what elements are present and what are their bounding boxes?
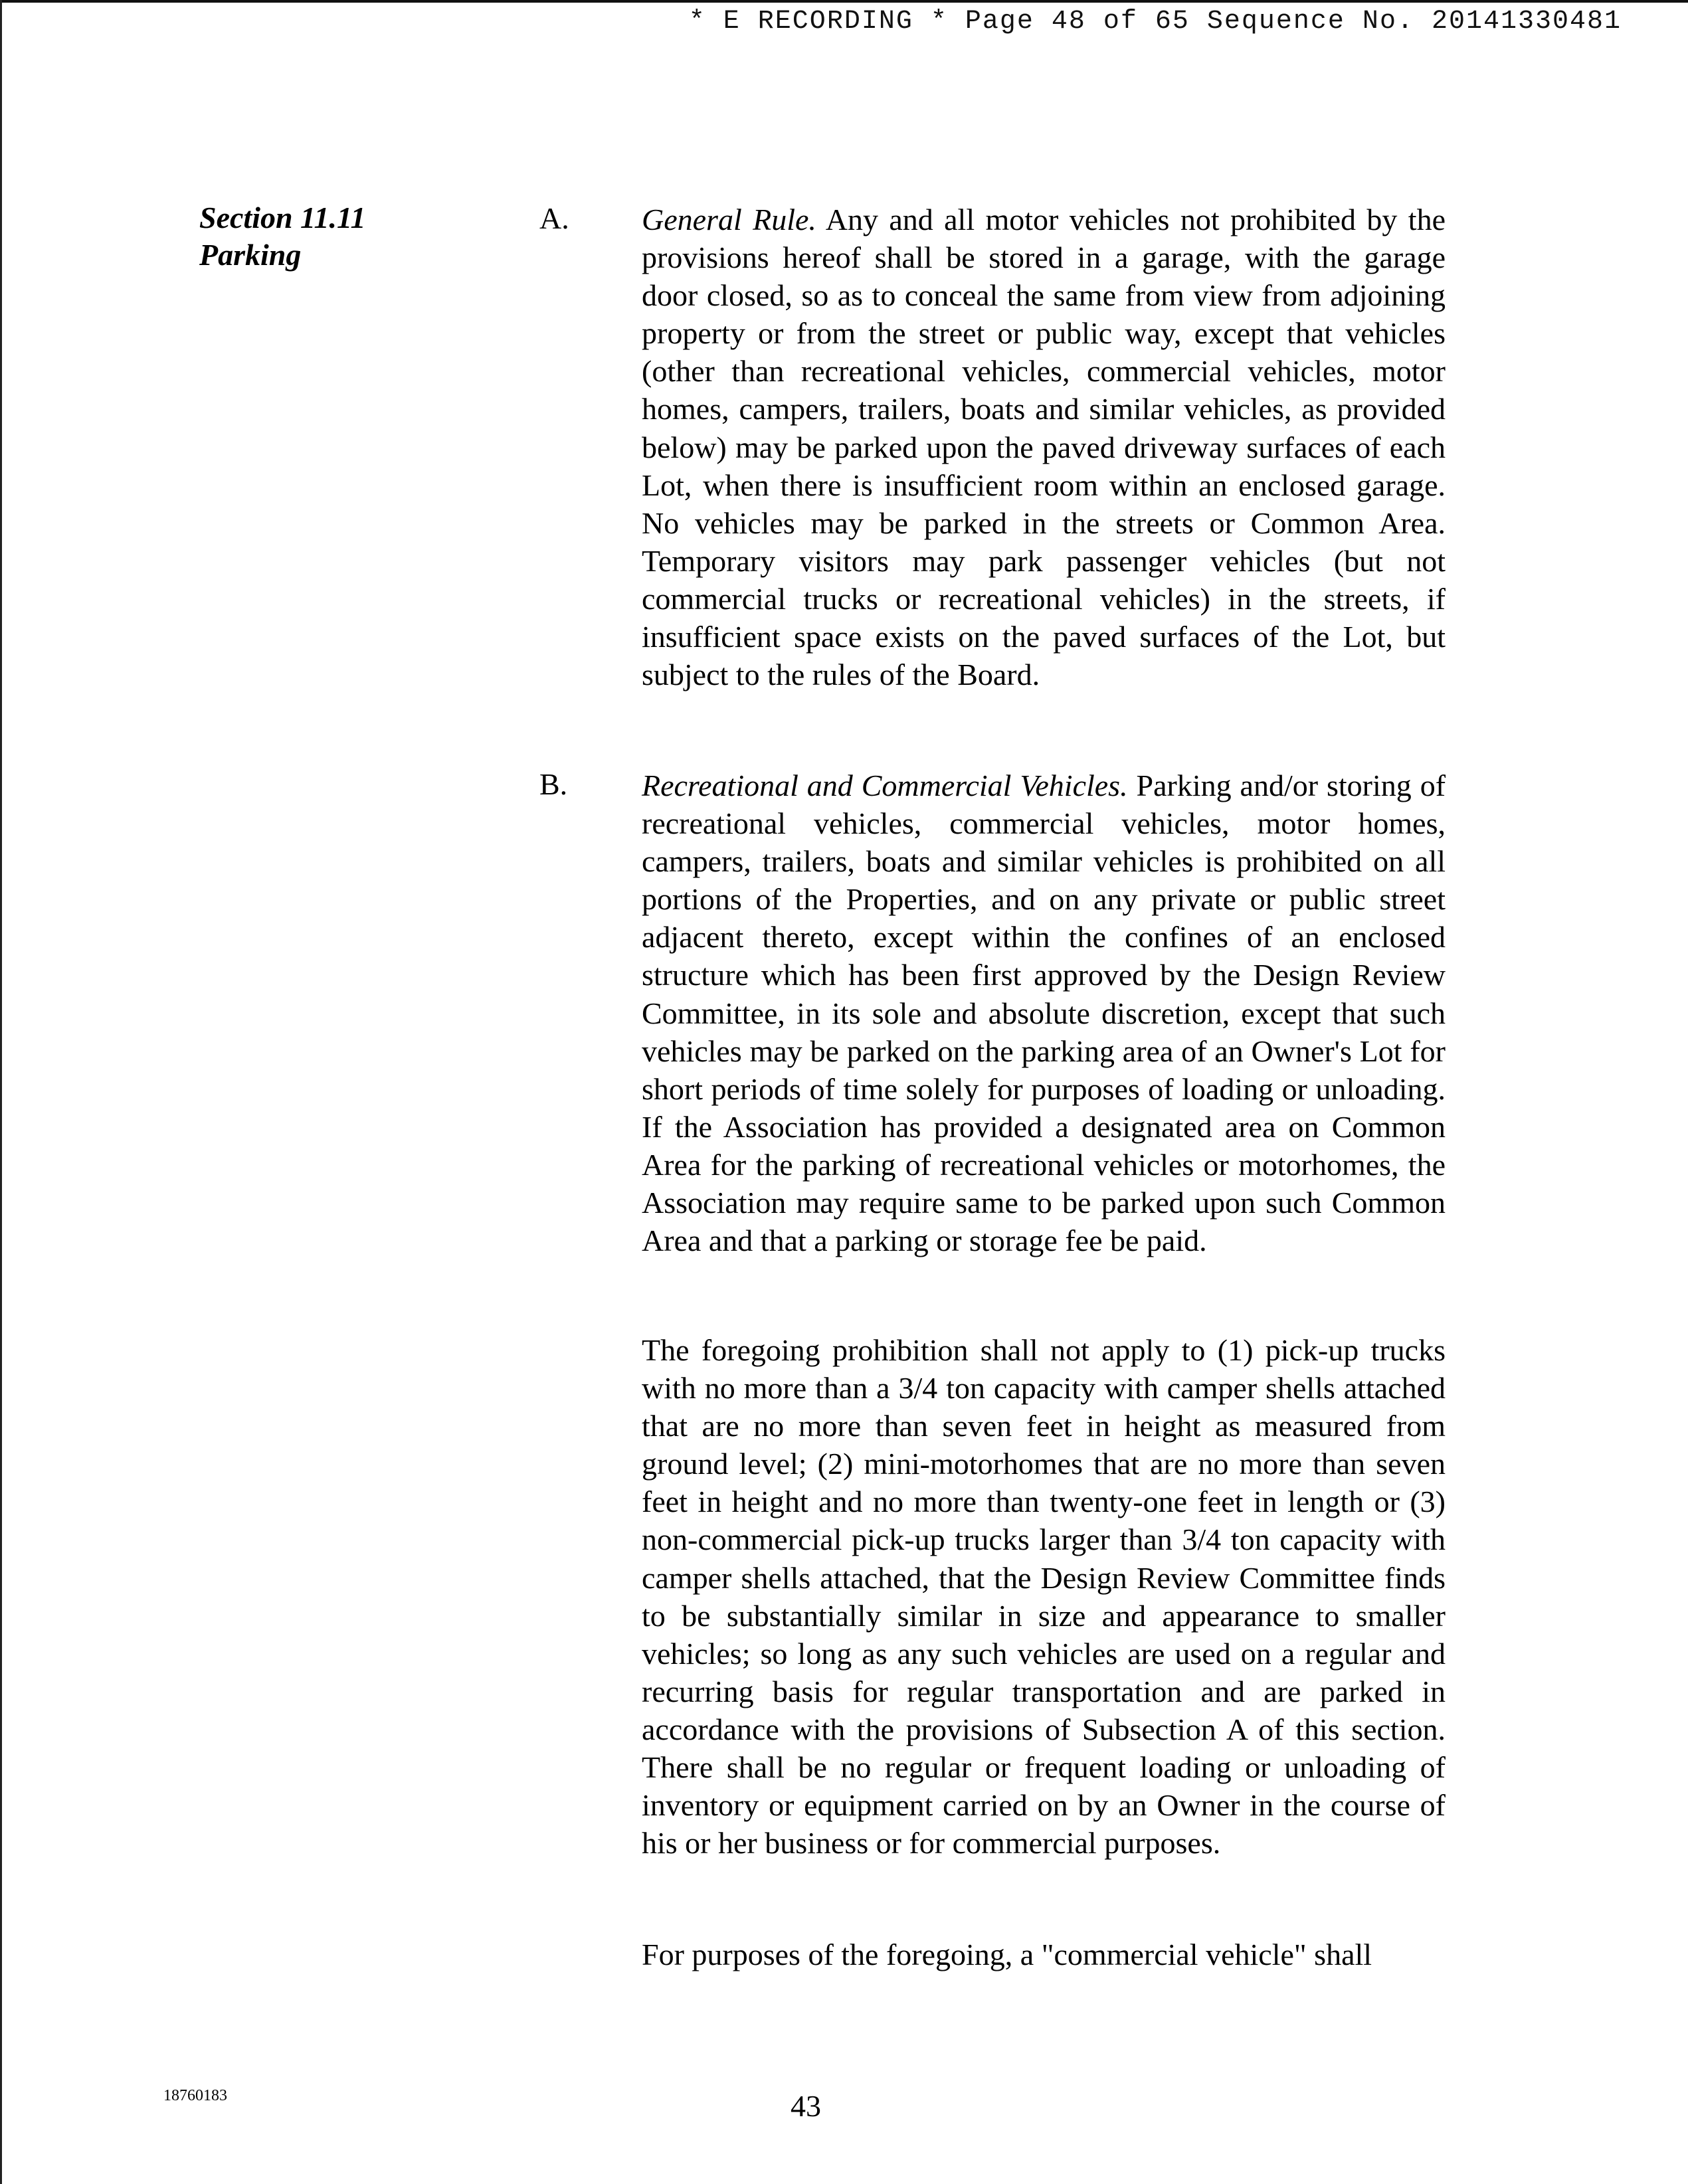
document-id: 18760183: [163, 2087, 227, 2104]
left-border: [0, 0, 2, 2184]
subsection-a-paragraph: [642, 201, 1446, 693]
section-number: Section 11.11: [199, 201, 366, 234]
subsection-a-marker: A.: [539, 201, 569, 235]
subsection-a-text: Any and all motor vehicles not prohibited by the provisions hereof shall be stored in a garage, with the garage door closed, so as to conceal the same from view from adjoining property or from the street or public way, except that vehicles (other than recreational vehicles, commercial vehicles, motor homes, campers, trailers, boats and similar vehicles, as provided below) may be parked upon the paved driveway surfaces of each Lot, when there is insufficient room within an enclosed garage. No vehicles may be parked in the streets or Common Area. Temporary visitors may park passenger vehicles (but not commercial trucks or recreational vehicles) in the streets, if insufficient space exists on the paved surfaces of the Lot, but subject to the rules of the Board.: [642, 203, 1446, 692]
prohibition-exceptions-paragraph: The foregoing prohibition shall not apply to (1) pick-up trucks with no more than a 3/4 ton capacity with camper shells attached that are no more than seven feet in height as measured from ground level; (2) mini-motorhomes that are no more than seven feet in height and no more than twenty-one feet in length or (3) non-commercial pick-up trucks larger than 3/4 ton capacity with camper shells attached, that the Design Review Committee finds to be substantially similar in size and appearance to smaller vehicles; so long as any such vehicles are used on a regular and recurring basis for regular transportation and are parked in accordance with the provisions of Subsection A of this section. There shall be no regular or frequent loading or unloading of inventory or equipment carried on by an Owner in the course of his or her business or for commercial purposes.: [642, 1333, 1446, 1861]
commercial-vehicle-definition-paragraph: For purposes of the foregoing, a "commercial vehicle" shall: [642, 1938, 1372, 1971]
subsection-b-marker: B.: [539, 767, 568, 801]
section-heading: [199, 199, 425, 274]
subsection-b-text: Parking and/or storing of recreational vehicles, commercial vehicles, motor homes, campers, trailers, boats and similar vehicles is prohibited on all portions of the Properties, and on any private or public street adjacent thereto, except within the confines of an enclosed structure which has been first approved by the Design Review Committee, in its sole and absolute discretion, except that such vehicles may be parked on the parking area of an Owner's Lot for short periods of time solely for purposes of loading or unloading. If the Association has provided a designated area on Common Area for the parking of recreational vehicles or motorhomes, the Association may require same to be parked upon such Common Area and that a parking or storage fee be paid.: [642, 769, 1446, 1258]
subsection-a-heading: General Rule.: [642, 203, 816, 236]
subsection-b-heading: Recreational and Commercial Vehicles.: [642, 769, 1128, 802]
subsection-b-paragraph: [642, 767, 1446, 1259]
page-number: 43: [791, 2089, 821, 2123]
top-border: [0, 0, 1688, 3]
recording-header: * E RECORDING * Page 48 of 65 Sequence No. 20141330481: [688, 7, 1622, 37]
section-title: Parking: [199, 238, 302, 272]
